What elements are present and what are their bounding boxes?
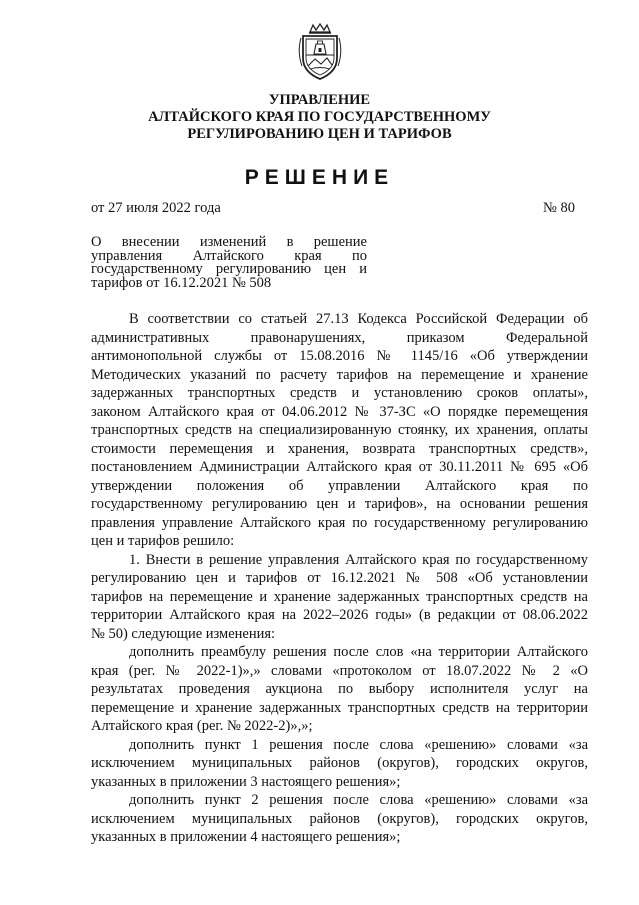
body-text-line: указанных в приложении 3 настоящего решения»; [91, 773, 401, 790]
body-text-line: законом Алтайского края от 04.06.2012 № 37-ЗС «О порядке перемещения [91, 403, 588, 420]
document-title: РЕШЕНИЕ [244, 166, 395, 189]
body-text-line: результатах проведения аукциона по выбору исполнителя услуг на [91, 681, 588, 697]
body-text-line: административных правонарушениях, приказом Федеральной [91, 329, 588, 346]
document-date: от 27 июля 2022 года [91, 200, 221, 216]
document-subject [91, 236, 367, 290]
body-text-line: исключением муниципальных районов (округов), городских округов, [91, 755, 588, 771]
body-text-line: перемещение и хранение задержанных транспортных средств на территории [91, 699, 588, 716]
body-text-line: дополнить пункт 2 решения после слова «решению» словами «за [129, 792, 588, 808]
altai-krai-coat-of-arms-icon [295, 22, 345, 82]
body-text-line: транспортных средств на специализированную стоянку, их хранения, оплаты [91, 422, 588, 438]
body-text-line: территории Алтайского края на 2022–2026 годы» (в редакции от 08.06.2022 [91, 607, 588, 623]
body-text-line: задержанных транспортных средств и установлению сроков оплаты», [91, 385, 588, 401]
body-text-line: исключением муниципальных районов (округов), городских округов, [91, 810, 588, 827]
body-text-line: указанных в приложении 4 настоящего решения»; [91, 829, 401, 845]
document-body [91, 310, 588, 847]
body-text-line: Методических указаний по расчету тарифов на перемещение и хранение [91, 366, 588, 383]
document-number: № 80 [543, 200, 575, 216]
body-text-line: утверждении положения об управлении Алтайского края по [91, 477, 588, 494]
subject-line: тарифов от 16.12.2021 № 508 [91, 274, 272, 291]
body-text-line: тарифов на перемещение и хранение задержанных транспортных средств на [91, 588, 588, 605]
body-text-line: стоимости перемещения и хранения, возврата транспортных средств», [91, 440, 588, 457]
body-text-line: правления управление Алтайского края по государственному регулированию [91, 514, 588, 531]
body-text-line: 1. Внести в решение управления Алтайского края по государственному [129, 551, 588, 568]
subject-line: управления Алтайского края по [91, 247, 367, 264]
body-text-line: края (рег. № 2022-1)»,» словами «протоколом от 18.07.2022 № 2 «О [91, 662, 588, 679]
body-text-line: регулированию цен и тарифов от 16.12.2021 № 508 «Об установлении [91, 570, 588, 586]
body-text-line: № 50) следующие изменения: [91, 625, 276, 642]
body-text-line: антимонопольной службы от 15.08.2016 № 1145/16 «Об утверждении [91, 348, 588, 364]
date-number-line [91, 200, 575, 217]
organization-header [0, 92, 639, 143]
organization-line: РЕГУЛИРОВАНИЮ ЦЕН И ТАРИФОВ [187, 126, 452, 142]
body-text-line: цен и тарифов решило: [91, 533, 235, 549]
body-text-line: государственному регулированию цен и тарифов», на основании решения [91, 496, 588, 512]
body-text-line: дополнить преамбулу решения после слов «на территории Алтайского [129, 644, 588, 660]
subject-line: государственному регулированию цен и [91, 261, 367, 277]
body-text-line: Алтайского края (рег. № 2022-2)»,»; [91, 718, 313, 734]
body-text-line: В соответствии со статьей 27.13 Кодекса Российской Федерации об [129, 311, 588, 327]
subject-line: О внесении изменений в решение [91, 234, 367, 250]
organization-line: АЛТАЙСКОГО КРАЯ ПО ГОСУДАРСТВЕННОМУ [148, 109, 491, 125]
body-text-line: дополнить пункт 1 решения после слова «решению» словами «за [129, 736, 588, 753]
body-text-line: постановлением Администрации Алтайского края от 30.11.2011 № 695 «Об [91, 459, 588, 475]
organization-line: УПРАВЛЕНИЕ [268, 92, 371, 108]
